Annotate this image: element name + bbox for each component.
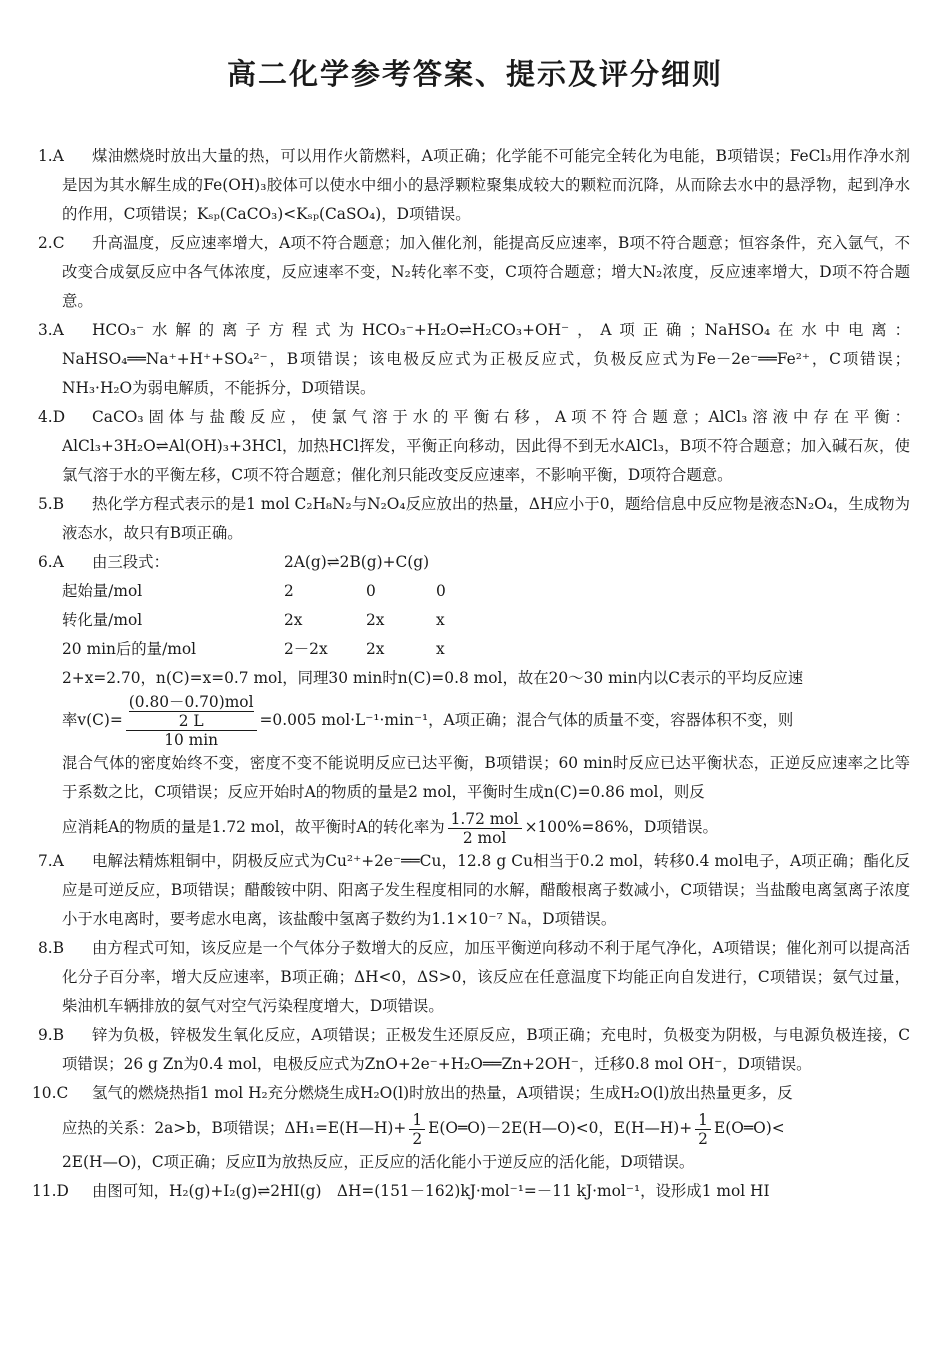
answer-number: 4.D — [38, 408, 66, 426]
table-row-label: 20 min后的量/mol — [62, 640, 197, 658]
answer-text: 2+x=2.70，n(C)=x=0.7 mol，同理30 min时n(C)=0.8 mol，故在20～30 min内以C表示的平均反应速 — [62, 669, 804, 687]
answer-number: 6.A — [38, 553, 64, 571]
answer-number: 2.C — [38, 234, 65, 252]
answer-item-10 — [32, 1079, 910, 1177]
answer-text: 2E(H—O)，C项正确；反应Ⅱ为放热反应，正反应的活化能小于逆反应的活化能，D项错误。 — [62, 1153, 695, 1171]
answer-item-9 — [38, 1021, 910, 1079]
reaction-equation: 2A(g)⇌2B(g)+C(g) — [284, 553, 430, 571]
answer-text: 混合气体的密度始终不变，密度不变不能说明反应已达平衡，B项错误；60 min时反应已达平衡状态，正逆反应速率之比等于系数之比，C项错误；反应开始时A的物质的量是2 mol，平衡时生成n(C)=0.86 mol，则反 — [62, 754, 910, 801]
table-cell: x — [436, 640, 445, 658]
answer-number: 7.A — [38, 852, 64, 870]
table-cell: 2x — [284, 611, 303, 629]
fraction-half: $\frac{1}{2}$ — [409, 1111, 425, 1148]
table-row-label: 转化量/mol — [62, 611, 143, 629]
answer-item-8 — [38, 934, 910, 1021]
answer-text: CaCO₃固体与盐酸反应，使氯气溶于水的平衡右移，A项不符合题意；AlCl₃溶液中存在平衡：AlCl₃+3H₂O⇌Al(OH)₃+3HCl，加热HCl挥发，平衡正向移动，因此得不到无水AlCl₃，B项不符合题意；加入碱石灰，使氯气溶于水的平衡左移，C项不符合题意；催化剂只能改变反应速率，不影响平衡，D项符合题意。 — [62, 408, 910, 484]
answer-number: 10.C — [32, 1084, 69, 1102]
table-cell: 0 — [436, 582, 446, 600]
answer-item-3 — [38, 316, 910, 403]
answer-text: HCO₃⁻水解的离子方程式为HCO₃⁻+H₂O⇌H₂CO₃+OH⁻，A项正确；NaHSO₄在水中电离：NaHSO₄══Na⁺+H⁺+SO₄²⁻，B项错误；该电极反应式为正极反应式，负极反应式为Fe－2e⁻══Fe²⁺，C项错误；NH₃·H₂O为弱电解质，不能拆分，D项错误。 — [62, 321, 910, 397]
answer-text: 热化学方程式表示的是1 mol C₂H₈N₂与N₂O₄反应放出的热量，ΔH应小于0，题给信息中反应物是液态N₂O₄，生成物为液态水，故只有B项正确。 — [62, 495, 910, 542]
answer-text: 煤油燃烧时放出大量的热，可以用作火箭燃料，A项正确；化学能不可能完全转化为电能，B项错误；FeCl₃用作净水剂是因为其水解生成的Fe(OH)₃胶体可以使水中细小的悬浮颗粒聚集成较大的颗粒而沉降，从而除去水中的悬浮物，起到净水的作用，C项错误；Kₛₚ(CaCO₃)<Kₛₚ(CaSO₄)，D项错误。 — [62, 147, 910, 223]
answer-item-5 — [38, 490, 910, 548]
table-row-label: 起始量/mol — [62, 582, 143, 600]
answer-number: 1.A — [38, 147, 64, 165]
table-cell: 2x — [366, 611, 385, 629]
answer-number: 8.B — [38, 939, 64, 957]
table-cell: 2 — [284, 582, 294, 600]
answer-text: 升高温度，反应速率增大，A项不符合题意；加入催化剂，能提高反应速率，B项不符合题意；恒容条件，充入氩气，不改变合成氨反应中各气体浓度，反应速率不变，N₂转化率不变，C项符合题意；增大N₂浓度，反应速率增大，D项不符合题意。 — [62, 234, 910, 310]
answer-number: 9.B — [38, 1026, 64, 1044]
answer-number: 11.D — [32, 1182, 69, 1200]
answer-number: 5.B — [38, 495, 64, 513]
table-cell: 0 — [366, 582, 376, 600]
table-cell: x — [436, 611, 445, 629]
table-intro: 由三段式： — [92, 553, 169, 571]
enthalpy-formula: 应热的关系：2a>b，B项错误；ΔH₁=E(H—H)+ $\frac{1}{2}$ E(O═O)－2E(H—O)<0，E(H—H)+ $\frac{1}{2}$ E(O═O)< — [62, 1110, 785, 1148]
answer-text: 电解法精炼粗铜中，阴极反应式为Cu²⁺+2e⁻══Cu，12.8 g Cu相当于0.2 mol，转移0.4 mol电子，A项正确；酯化反应是可逆反应，B项错误；醋酸铵中阴、阳离子发生程度相同的水解，醋酸根离子数减小，C项错误；当盐酸电离氢离子浓度小于水电离时，要考虑水电离，该盐酸中氢离子数约为1.1×10⁻⁷ Nₐ，D项错误。 — [62, 852, 910, 928]
answer-list — [32, 142, 910, 1206]
fraction-half: $\frac{1}{2}$ — [695, 1111, 711, 1148]
answer-text: 锌为负极，锌极发生氧化反应，A项错误；正极发生还原反应，B项正确；充电时，负极变为阴极，与电源负极连接，C项错误；26 g Zn为0.4 mol，电极反应式为ZnO+2e⁻+H₂O══Zn+2OH⁻，迁移0.8 mol OH⁻，D项错误。 — [62, 1026, 910, 1073]
answer-item-2 — [38, 229, 910, 316]
table-cell: 2x — [366, 640, 385, 658]
page-title: 高二化学参考答案、提示及评分细则 — [226, 57, 723, 91]
answer-text: 由图可知，H₂(g)+I₂(g)⇌2HI(g) ΔH=(151－162)kJ·mol⁻¹=－11 kJ·mol⁻¹，设形成1 mol HI — [92, 1182, 770, 1200]
three-stage-table — [62, 548, 910, 664]
answer-item-6 — [38, 548, 910, 847]
answer-number: 3.A — [38, 321, 64, 339]
answer-text: 氢气的燃烧热指1 mol H₂充分燃烧生成H₂O(l)时放出的热量，A项错误；生成H₂O(l)放出热量更多，反 — [92, 1084, 793, 1102]
conversion-formula: 应消耗A的物质的量是1.72 mol，故平衡时A的转化率为 $\frac{\text{1.72 mol}}{\text{2 mol}}$ ×100%=86%，D项错误。 — [62, 809, 718, 847]
compound-fraction: (0.80－0.70)mol 2 L 10 min — [126, 693, 257, 749]
answer-item-4 — [38, 403, 910, 490]
answer-item-7 — [38, 847, 910, 934]
answer-item-1 — [38, 142, 910, 229]
rate-formula: 率v(C)= (0.80－0.70)mol 2 L 10 min =0.005 mol·L⁻¹·min⁻¹，A项正确；混合气体的质量不变，容器体积不变，则 — [62, 693, 794, 749]
answer-item-11 — [32, 1177, 910, 1206]
answer-text: 由方程式可知，该反应是一个气体分子数增大的反应，加压平衡逆向移动不利于尾气净化，A项错误；催化剂可以提高活化分子百分率，增大反应速率，B项正确；ΔH<0，ΔS>0，该反应在任意温度下均能正向自发进行，C项错误；氨气过量，柴油机车辆排放的氨气对空气污染程度增大，D项错误。 — [62, 939, 910, 1015]
table-cell: 2－2x — [284, 640, 328, 658]
fraction: $\frac{\text{1.72 mol}}{\text{2 mol}}$ — [448, 810, 522, 847]
